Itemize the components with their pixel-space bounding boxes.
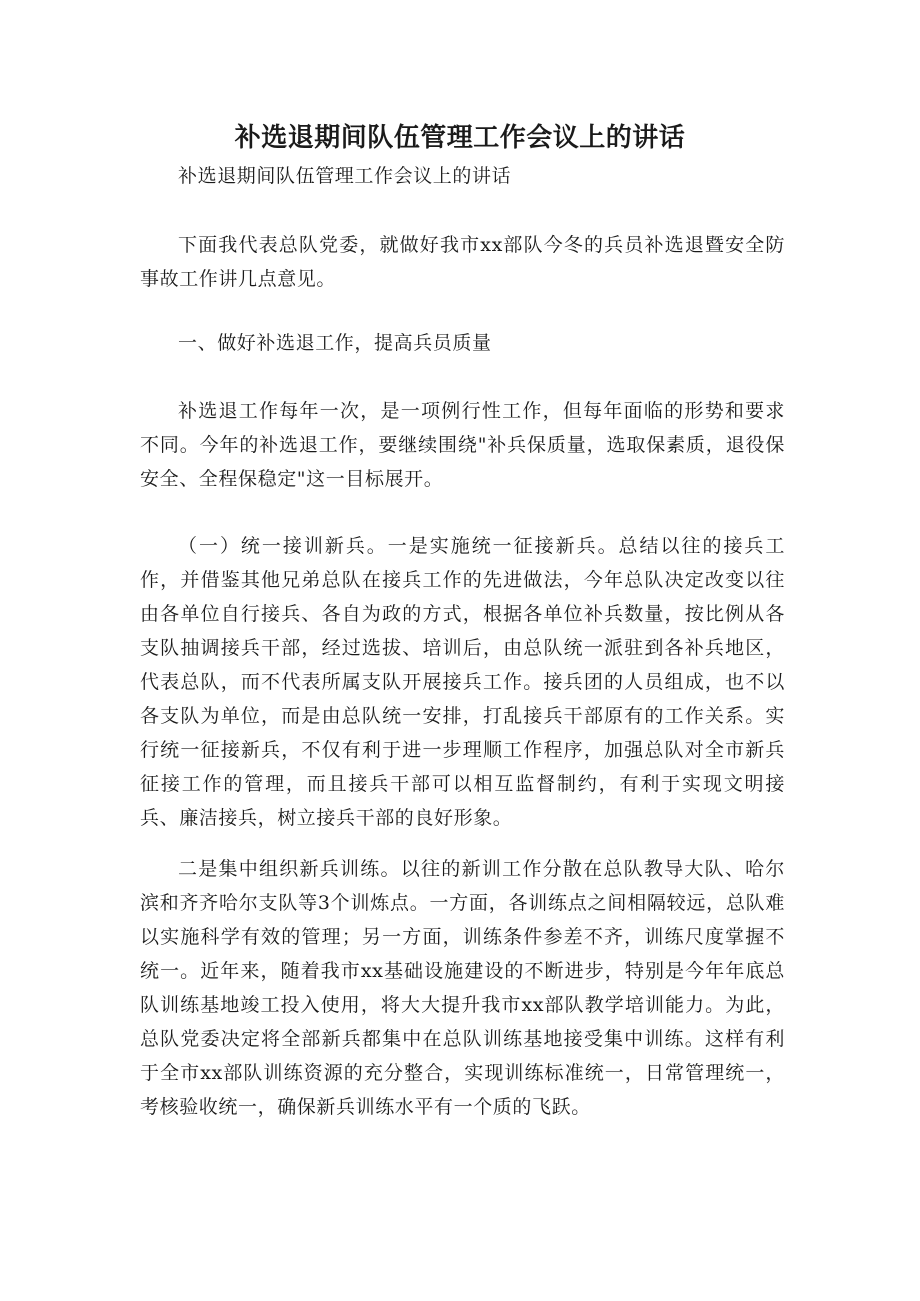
document-title: 补选退期间队伍管理工作会议上的讲话 xyxy=(234,123,686,153)
body-paragraph-1: 补选退工作每年一次，是一项例行性工作，但每年面临的形势和要求不同。今年的补选退工作，要继续围绕"补兵保质量，选取保素质，退役保安全、全程保稳定"这一目标展开。 xyxy=(140,400,785,490)
intro-paragraph: 下面我代表总队党委，就做好我市xx部队今冬的兵员补选退暨安全防事故工作讲几点意见。 xyxy=(140,234,785,290)
body-paragraph-3: 二是集中组织新兵训练。以往的新训工作分散在总队教导大队、哈尔滨和齐齐哈尔支队等3个训炼点。一方面，各训练点之间相隔较远，总队难以实施科学有效的管理；另一方面，训练条件参差不齐，训练尺度掌握不统一。近年来，随着我市xx基础设施建设的不断进步，特别是今年年底总队训练基地竣工投入使用，将大大提升我市xx部队教学培训能力。为此，总队党委决定将全部新兵都集中在总队训练基地接受集中训练。这样有利于全市xx部队训练资源的充分整合，实现训练标准统一，日常管理统一，考核验收统一，确保新兵训练水平有一个质的飞跃。 xyxy=(140,858,785,1118)
body-paragraph-2: （一）统一接训新兵。一是实施统一征接新兵。总结以往的接兵工作，并借鉴其他兄弟总队在接兵工作的先进做法，今年总队决定改变以往由各单位自行接兵、各自为政的方式，根据各单位补兵数量，按比例从各支队抽调接兵干部，经过选拔、培训后，由总队统一派驻到各补兵地区，代表总队，而不代表所属支队开展接兵工作。接兵团的人员组成，也不以各支队为单位，而是由总队统一安排，打乱接兵干部原有的工作关系。实行统一征接新兵，不仅有利于进一步理顺工作程序，加强总队对全市新兵征接工作的管理，而且接兵干部可以相互监督制约，有利于实现文明接兵、廉洁接兵，树立接兵干部的良好形象。 xyxy=(140,535,785,829)
document-subtitle: 补选退期间队伍管理工作会议上的讲话 xyxy=(178,165,512,187)
section-heading-1: 一、做好补选退工作，提高兵员质量 xyxy=(178,332,492,354)
